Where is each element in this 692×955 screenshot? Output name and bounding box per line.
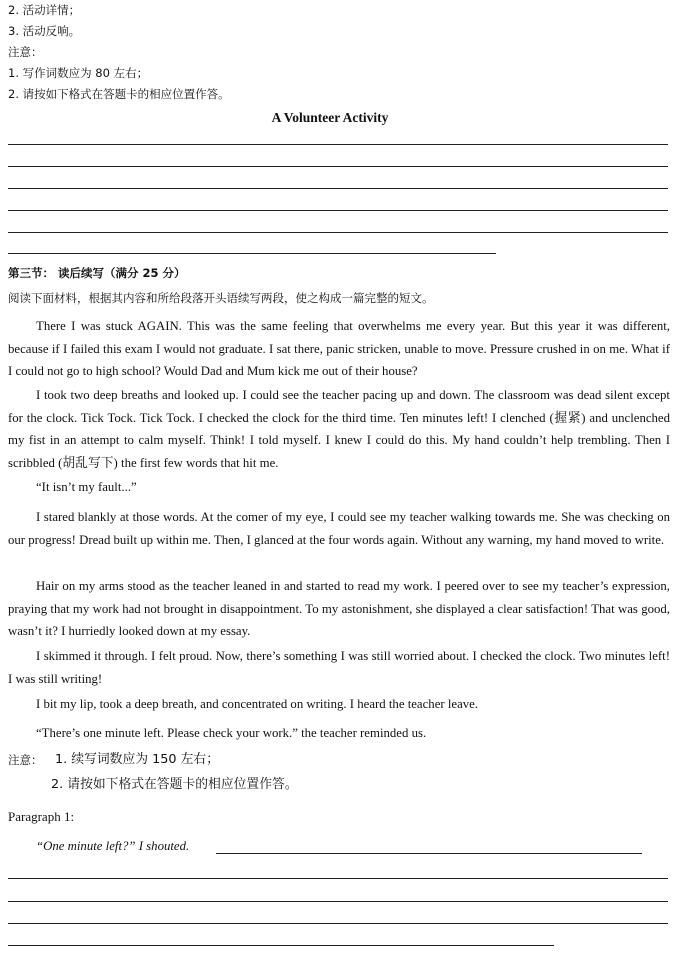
list-item-activity-response: 3. 活动反响。	[8, 24, 81, 38]
answer-line[interactable]	[216, 853, 642, 854]
notes-word-count: 1. 续写词数应为 150 左右；	[55, 752, 220, 767]
notice-word-count: 1. 写作词数应为 80 左右；	[8, 66, 149, 80]
writing-line	[8, 210, 668, 211]
list-item-activity-details: 2. 活动详情；	[8, 3, 81, 17]
story-paragraph: Hair on my arms stood as the teacher leaned in and started to read my work. I peered over to see my teacher’s expression, praying that my work had not brought in disappointment. To my astonishment, she displayed a clear satisfaction! That was good, wasn’t it? I hurriedly looked down at my essay.	[8, 579, 670, 638]
notice-label: 注意：	[8, 45, 43, 59]
story-paragraph: “It isn’t my fault...”	[36, 480, 137, 494]
answer-line[interactable]	[8, 945, 554, 946]
story-paragraph: I took two deep breaths and looked up. I could see the teacher pacing up and down. The classroom was dead silent except for the clock. Tick Tock. Tick Tock. I checked the clock for the third time. Ten minutes left! I clenched (握紧) and unclenched my fist in an attempt to calm myself. Think! I told myself. I knew I could do this. My hand couldn’t help trembling. Then I scribbled (胡乱写下) the first few words that hit me.	[8, 388, 670, 470]
paragraph1-label: Paragraph 1:	[8, 809, 75, 824]
story-paragraph: “There’s one minute left. Please check your work.” the teacher reminded us.	[36, 726, 427, 740]
section3-heading: 第三节： 读后续写（满分 25 分）	[8, 266, 186, 280]
story-paragraph: I bit my lip, took a deep breath, and concentrated on writing. I heard the teacher leave.	[36, 697, 479, 711]
writing-line	[8, 188, 668, 189]
notes-answer-format: 2. 请按如下格式在答题卡的相应位置作答。	[51, 777, 298, 792]
writing-line	[8, 253, 496, 254]
writing-line	[8, 232, 668, 233]
section3-instruction: 阅读下面材料，根据其内容和所给段落开头语续写两段，使之构成一篇完整的短文。	[8, 291, 434, 305]
essay-title: A Volunteer Activity	[271, 110, 389, 125]
paragraph1-opener: “One minute left?” I shouted.	[36, 839, 190, 853]
story-paragraph: I stared blankly at those words. At the comer of my eye, I could see my teacher walking towards me. She was checking on our progress! Dread built up within me. Then, I glanced at the four words again. Without any warning, my hand moved to write.	[8, 510, 670, 547]
answer-line[interactable]	[8, 923, 668, 924]
writing-line	[8, 144, 668, 145]
notice-answer-format: 2. 请按如下格式在答题卡的相应位置作答。	[8, 87, 230, 101]
notes-label: 注意：	[8, 753, 43, 767]
answer-line[interactable]	[8, 901, 668, 902]
story-paragraph: There I was stuck AGAIN. This was the same feeling that overwhelms me every year. But this year it was different, because if I failed this exam I would not graduate. I sat there, panic stricken, unable to move. Pressure crushed in on me. What if I could not go to high school? Would Dad and Mum kick me out of their house?	[8, 319, 670, 378]
story-paragraph: I skimmed it through. I felt proud. Now, there’s something I was still worried about. I checked the clock. Two minutes left! I was still writing!	[8, 649, 670, 686]
writing-line	[8, 166, 668, 167]
answer-line[interactable]	[8, 878, 668, 879]
